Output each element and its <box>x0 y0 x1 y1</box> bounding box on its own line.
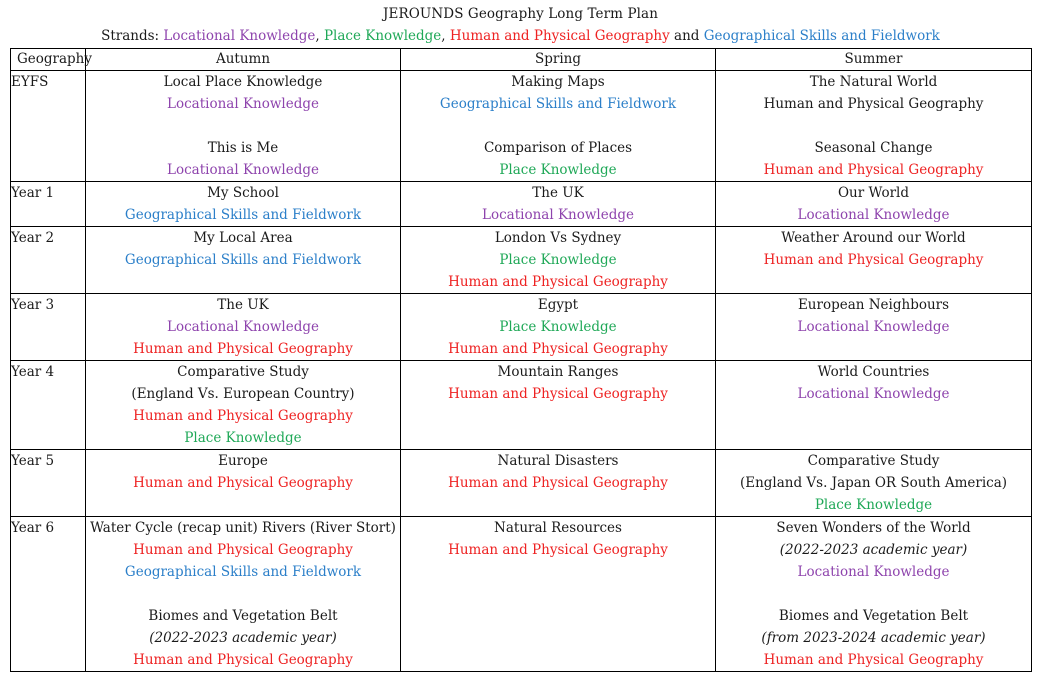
table-row <box>11 294 1032 361</box>
strand-tag: Locational Knowledge <box>797 319 950 335</box>
spacer <box>401 115 715 137</box>
topic-line: European Neighbours <box>797 297 950 313</box>
table-header-row <box>11 49 1032 71</box>
strand-tag: Human and Physical Geography <box>133 408 353 424</box>
topic-line: Natural Disasters <box>497 453 619 469</box>
strand-human-physical-geography: Human and Physical Geography <box>449 28 670 44</box>
topic-line: My School <box>207 185 279 201</box>
year-group-cell: EYFS <box>11 71 86 182</box>
summer-cell <box>716 294 1032 361</box>
spring-cell <box>401 517 716 672</box>
strand-tag: Geographical Skills and Fieldwork <box>124 252 362 268</box>
topic-line: Comparison of Places <box>483 140 633 156</box>
topic-line: The UK <box>532 185 584 201</box>
spacer <box>716 115 1031 137</box>
strand-tag: Human and Physical Geography <box>133 542 353 558</box>
strands-line <box>0 28 1041 44</box>
strand-tag: Human and Physical Geography <box>448 274 668 290</box>
summer-cell <box>716 71 1032 182</box>
strand-tag: Human and Physical Geography <box>133 341 353 357</box>
year-group-cell: Year 6 <box>11 517 86 672</box>
table-row <box>11 71 1032 182</box>
spring-cell <box>401 182 716 227</box>
strands-prefix: Strands: <box>101 28 164 44</box>
strand-tag: Geographical Skills and Fieldwork <box>124 207 362 223</box>
strand-tag: Human and Physical Geography <box>763 652 984 668</box>
topic-line: Egypt <box>537 297 579 313</box>
strand-tag: Locational Knowledge <box>797 207 950 223</box>
strand-tag: Human and Physical Geography <box>763 162 984 178</box>
topic-line: Europe <box>218 453 268 469</box>
strand-geographical-skills-fieldwork: Geographical Skills and Fieldwork <box>703 28 940 44</box>
spring-cell <box>401 227 716 294</box>
strand-tag: Place Knowledge <box>499 252 617 268</box>
strand-tag: Locational Knowledge <box>797 386 950 402</box>
column-header-summer: Summer <box>716 49 1032 71</box>
summer-cell <box>716 182 1032 227</box>
column-header-geography: Geography <box>11 49 86 71</box>
topic-line: Biomes and Vegetation Belt <box>778 608 969 624</box>
strand-tag: Human and Physical Geography <box>133 475 353 491</box>
strand-tag: Human and Physical Geography <box>448 542 668 558</box>
topic-line: Seven Wonders of the World <box>776 520 971 536</box>
summer-cell <box>716 517 1032 672</box>
spring-cell <box>401 361 716 450</box>
topic-line: Making Maps <box>511 74 605 90</box>
table-row <box>11 517 1032 672</box>
topic-line: My Local Area <box>193 230 293 246</box>
spacer <box>86 115 400 137</box>
table-row <box>11 361 1032 450</box>
topic-line: Our World <box>837 185 909 201</box>
spring-cell <box>401 71 716 182</box>
topic-line: (2022-2023 academic year) <box>779 542 968 558</box>
column-header-spring: Spring <box>401 49 716 71</box>
strand-tag: Human and Physical Geography <box>763 252 984 268</box>
strand-tag: Human and Physical Geography <box>133 652 353 668</box>
table-body <box>11 71 1032 672</box>
strand-tag: Place Knowledge <box>814 497 933 513</box>
table-row <box>11 182 1032 227</box>
topic-line: London Vs Sydney <box>494 230 622 246</box>
autumn-cell <box>86 182 401 227</box>
topic-line: (from 2023-2024 academic year) <box>761 630 986 646</box>
strand-tag: Locational Knowledge <box>167 319 319 335</box>
year-group-cell: Year 5 <box>11 450 86 517</box>
strand-tag: Locational Knowledge <box>167 162 319 178</box>
topic-line: Comparative Study <box>177 364 309 380</box>
strand-separator: and <box>669 28 704 44</box>
strand-separator: , <box>315 28 324 44</box>
spring-cell <box>401 450 716 517</box>
strand-tag: Place Knowledge <box>499 162 617 178</box>
strand-tag: Human and Physical Geography <box>448 341 668 357</box>
year-group-cell: Year 2 <box>11 227 86 294</box>
year-group-cell: Year 4 <box>11 361 86 450</box>
year-group-cell: Year 3 <box>11 294 86 361</box>
topic-line: Human and Physical Geography <box>763 96 984 112</box>
autumn-cell <box>86 517 401 672</box>
strand-tag: Human and Physical Geography <box>448 386 668 402</box>
summer-cell <box>716 450 1032 517</box>
autumn-cell <box>86 361 401 450</box>
autumn-cell <box>86 294 401 361</box>
topic-line: The Natural World <box>809 74 938 90</box>
topic-line: World Countries <box>817 364 930 380</box>
topic-line: The UK <box>217 297 269 313</box>
strand-tag: Geographical Skills and Fieldwork <box>124 564 362 580</box>
topic-line: Comparative Study <box>807 453 940 469</box>
autumn-cell <box>86 450 401 517</box>
topic-line: Natural Resources <box>494 520 622 536</box>
spacer <box>86 583 400 605</box>
topic-line: Biomes and Vegetation Belt <box>148 608 338 624</box>
topic-line: (England Vs. European Country) <box>131 386 355 402</box>
table-row <box>11 450 1032 517</box>
topic-line: Water Cycle (recap unit) Rivers (River Stort) <box>90 520 396 536</box>
topic-line: Weather Around our World <box>781 230 966 246</box>
year-group-cell: Year 1 <box>11 182 86 227</box>
topic-line: (2022-2023 academic year) <box>149 630 337 646</box>
topic-line: This is Me <box>207 140 279 156</box>
strand-tag: Locational Knowledge <box>167 96 319 112</box>
document-title: JEROUNDS Geography Long Term Plan <box>382 6 658 22</box>
strand-place-knowledge: Place Knowledge <box>323 28 442 44</box>
spring-cell <box>401 294 716 361</box>
strand-tag: Locational Knowledge <box>482 207 634 223</box>
strand-tag: Place Knowledge <box>499 319 617 335</box>
topic-line: Mountain Ranges <box>497 364 619 380</box>
strand-tag: Place Knowledge <box>184 430 302 446</box>
autumn-cell <box>86 71 401 182</box>
long-term-plan-table <box>10 48 1032 672</box>
strand-tag: Geographical Skills and Fieldwork <box>439 96 677 112</box>
summer-cell <box>716 227 1032 294</box>
autumn-cell <box>86 227 401 294</box>
strand-tag: Locational Knowledge <box>797 564 950 580</box>
topic-line: (England Vs. Japan OR South America) <box>739 475 1008 491</box>
summer-cell <box>716 361 1032 450</box>
table-row <box>11 227 1032 294</box>
strand-locational-knowledge: Locational Knowledge <box>163 28 316 44</box>
strand-tag: Human and Physical Geography <box>448 475 668 491</box>
strand-separator: , <box>441 28 450 44</box>
topic-line: Seasonal Change <box>814 140 933 156</box>
spacer <box>716 583 1031 605</box>
column-header-autumn: Autumn <box>86 49 401 71</box>
topic-line: Local Place Knowledge <box>163 74 323 90</box>
